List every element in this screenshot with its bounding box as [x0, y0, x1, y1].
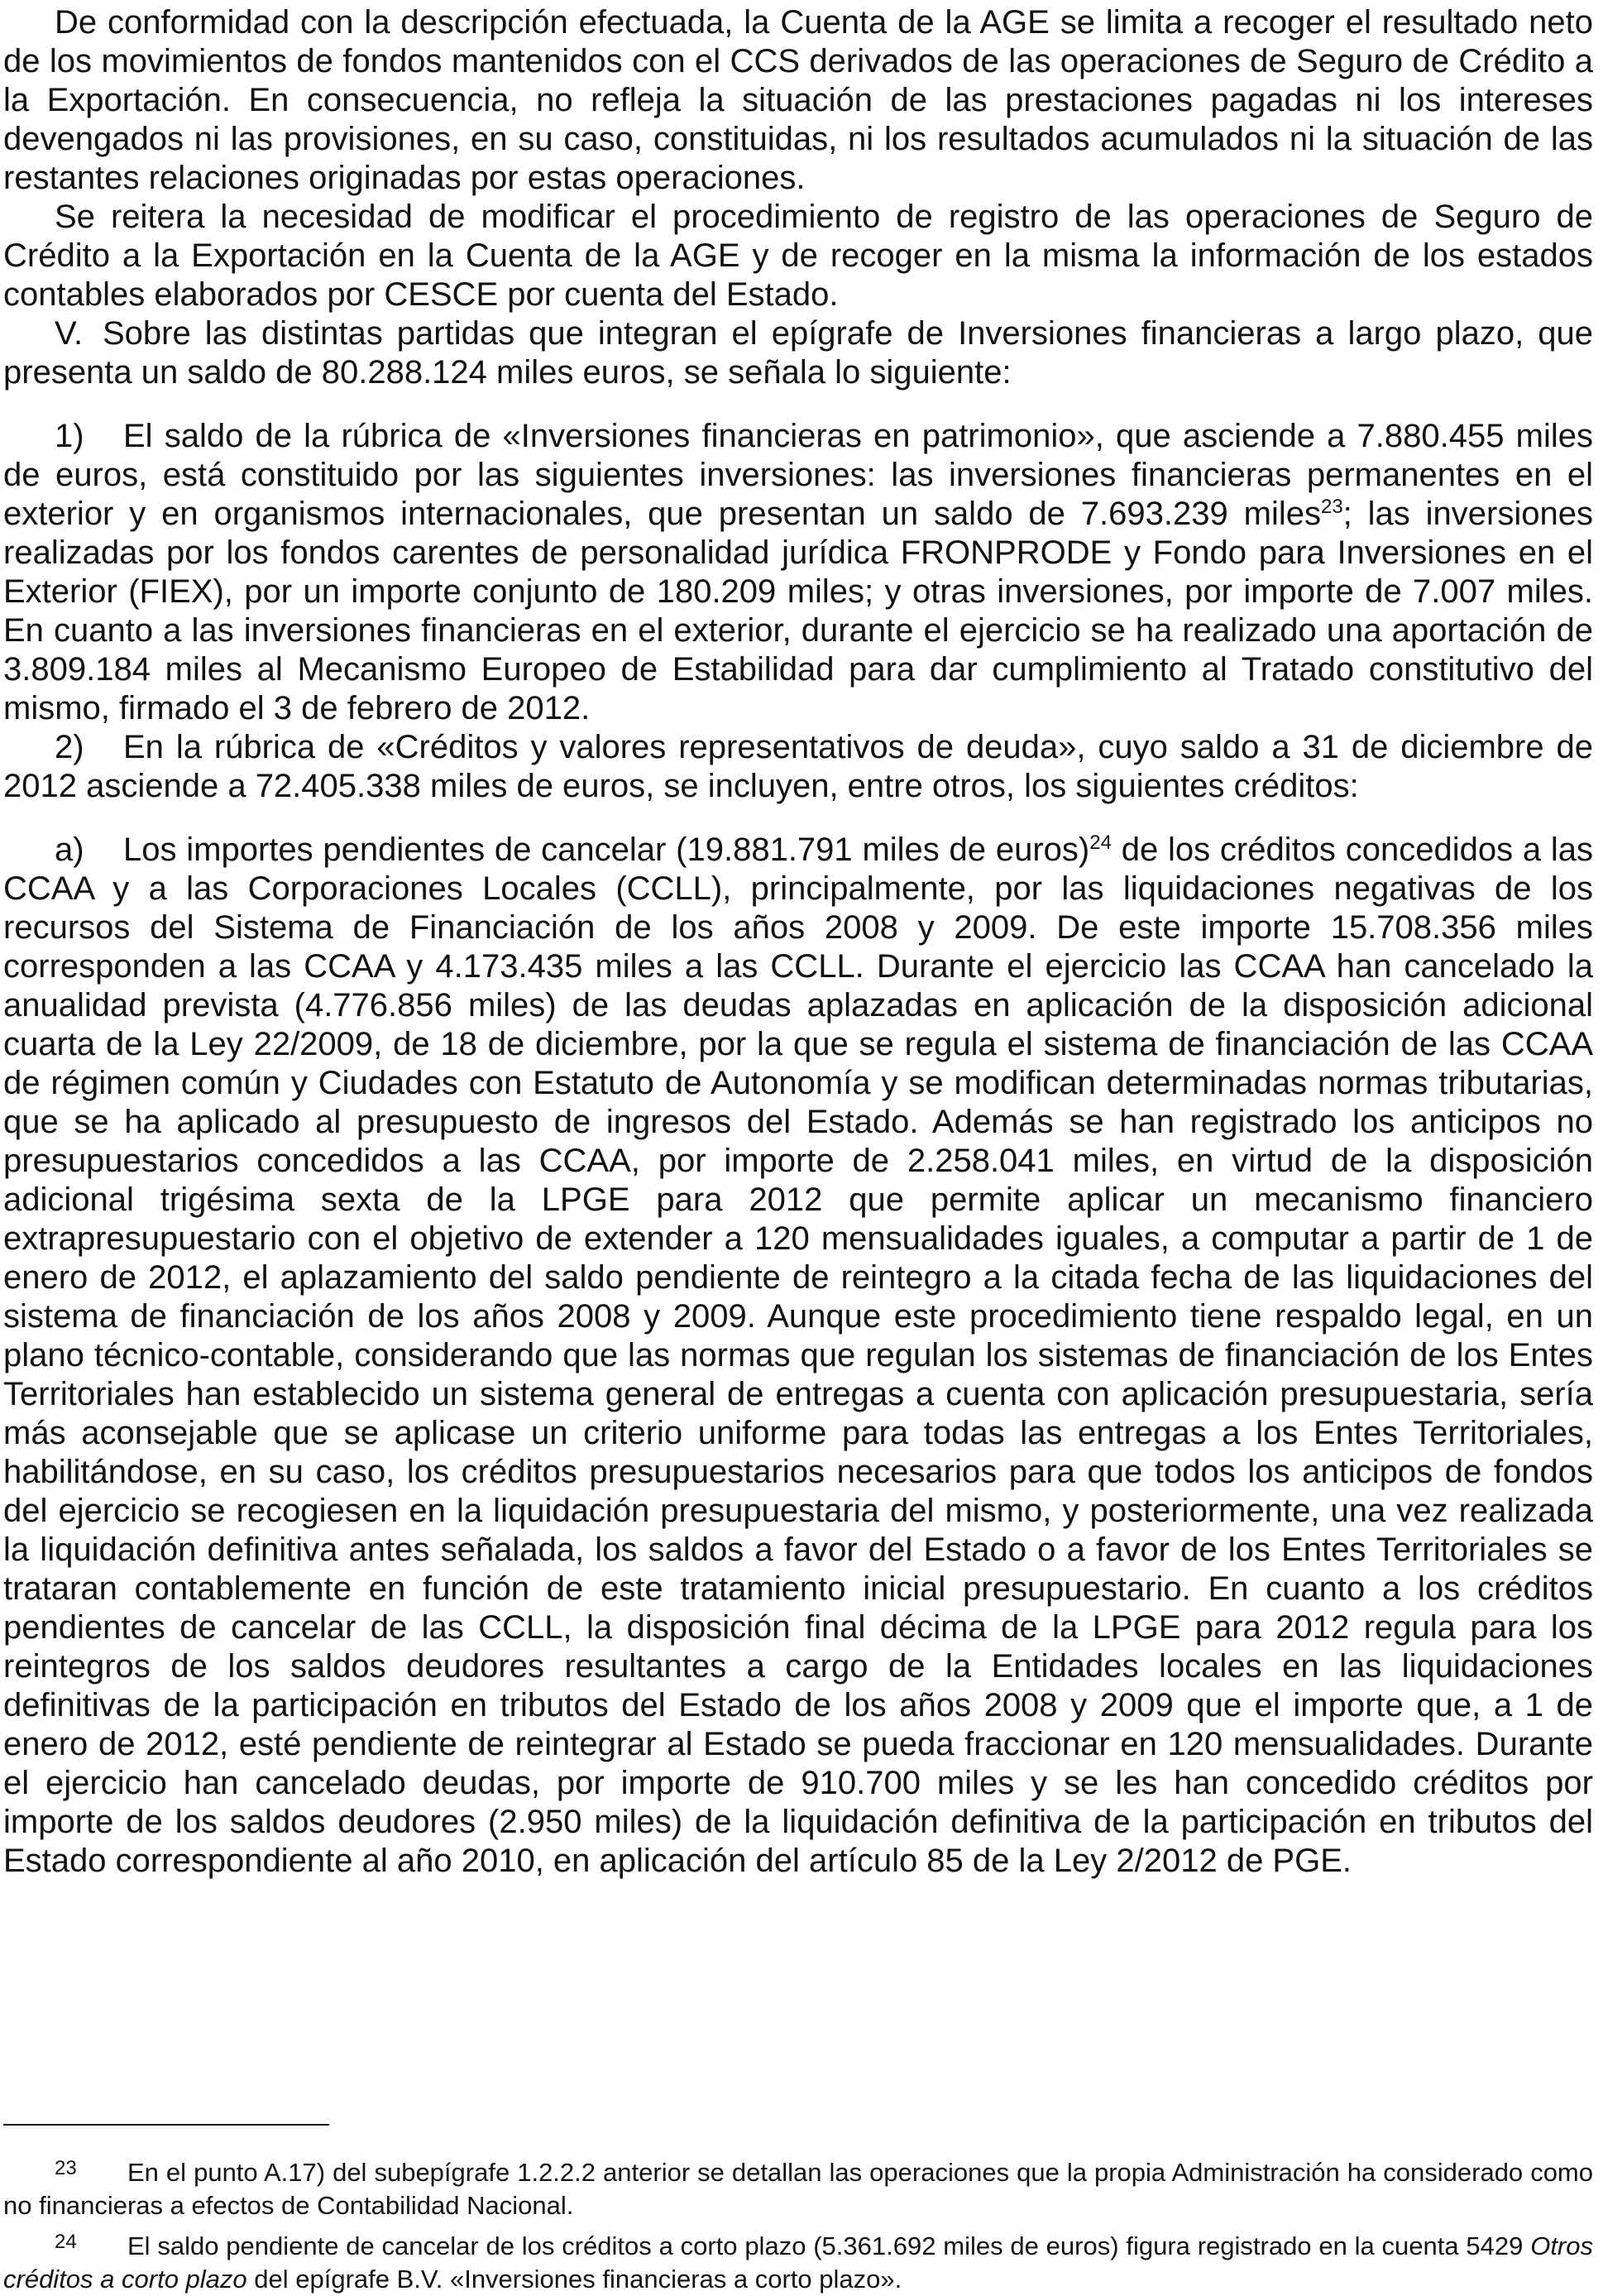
footnote-23	[3, 2152, 1593, 2222]
section-number: V.	[55, 315, 84, 352]
paragraph-2	[3, 198, 1593, 314]
paragraph-text: En la rúbrica de «Créditos y valores representativos de deuda», cuyo saldo a 31 de diciembre de 2012 asciende a 72.405.338 miles de euros, se incluyen, entre otros, los siguientes créditos:	[3, 729, 1593, 804]
footnote-ref-24[interactable]: 24	[1089, 832, 1112, 854]
paragraph-text: Sobre las distintas partidas que integran el epígrafe de Inversiones financieras a largo plazo, que presenta un saldo de 80.288.124 miles euros, se señala lo siguiente:	[3, 315, 1593, 391]
footnote-ref-23[interactable]: 23	[1320, 496, 1343, 518]
footnote-number: 24	[55, 2231, 77, 2253]
paragraph-5-item-2	[3, 728, 1593, 806]
footnote-divider	[3, 2124, 329, 2126]
body-text	[3, 3, 1593, 1881]
footnote-text: En el punto A.17) del subepígrafe 1.2.2.2 anterior se detallan las operaciones que la propia Administración ha considerado como no financieras a efectos de Contabilidad Nacional.	[3, 2158, 1593, 2220]
footnote-text-cont: del epígrafe B.V. «Inversiones financieras a corto plazo».	[246, 2265, 902, 2294]
paragraph-4-item-1	[3, 417, 1593, 728]
item-number: 1)	[55, 418, 84, 454]
footnote-account-name: Otros créditos a corto plazo	[3, 2231, 1593, 2294]
paragraph-text: El saldo de la rúbrica de «Inversiones financieras en patrimonio», que asciende a 7.880.455 miles de euros, está constituido por las siguientes inversiones: las inversiones financieras permanentes en el exterior y en organismos internacionales, que presentan un saldo de 7.693.239 miles	[3, 418, 1593, 532]
paragraph-6-item-a	[3, 831, 1593, 1881]
footnote-text: El saldo pendiente de cancelar de los créditos a corto plazo (5.361.692 miles de euros) figura registrado en la cuenta 5429	[127, 2231, 1531, 2260]
footnotes	[3, 2124, 1593, 2296]
paragraph-text-cont: ; las inversiones realizadas por los fondos carentes de personalidad jurídica FRONPRODE y Fondo para Inversiones en el Exterior (FIEX), por un importe conjunto de 180.209 miles; y otras inversiones, por importe de 7.007 miles. En cuanto a las inversiones financieras en el exterior, durante el ejercicio se ha realizado una aportación de 3.809.184 miles al Mecanismo Europeo de Estabilidad para dar cumplimiento al Tratado constitutivo del mismo, firmado el 3 de febrero de 2012.	[3, 496, 1593, 726]
item-number: 2)	[55, 729, 84, 765]
footnote-24	[3, 2226, 1593, 2296]
paragraph-text-cont: de los créditos concedidos a las CCAA y a las Corporaciones Locales (CCLL), principalmente, por las liquidaciones negativas de los recursos del Sistema de Financiación de los años 2008 y 2009. De este importe 15.708.356 miles corresponden a las CCAA y 4.173.435 miles a las CCLL. Durante el ejercicio las CCAA han cancelado la anualidad prevista (4.776.856 miles) de las deudas aplazadas en aplicación de la disposición adicional cuarta de la Ley 22/2009, de 18 de diciembre, por la que se regula el sistema de financiación de las CCAA de régimen común y Ciudades con Estatuto de Autonomía y se modifican determinadas normas tributarias, que se ha aplicado al presupuesto de ingresos del Estado. Además se han registrado los anticipos no presupuestarios concedidos a las CCAA, por importe de 2.258.041 miles, en virtud de la disposición adicional trigésima sexta de la LPGE para 2012 que permite aplicar un mecanismo financiero extrapresupuestario con el objetivo de extender a 120 mensualidades iguales, a computar a partir de 1 de enero de 2012, el aplazamiento del saldo pendiente de reintegro a la citada fecha de las liquidaciones del sistema de financiación de los años 2008 y 2009. Aunque este procedimiento tiene respaldo legal, en un plano técnico-contable, considerando que las normas que regulan los sistemas de financiación de los Entes Territoriales han establecido un sistema general de entregas a cuenta con aplicación presupuestaria, sería más aconsejable que se aplicase un criterio uniforme para todas las entregas a los Entes Territoriales, habilitándose, en su caso, los créditos presupuestarios necesarios para que todos los anticipos de fondos del ejercicio se recogiesen en la liquidación presupuestaria del mismo, y posteriormente, una vez realizada la liquidación definitiva antes señalada, los saldos a favor del Estado o a favor de los Entes Territoriales se trataran contablemente en función de este tratamiento inicial presupuestario. En cuanto a los créditos pendientes de cancelar de las CCLL, la disposición final décima de la LPGE para 2012 regula para los reintegros de los saldos deudores resultantes a cargo de la Entidades locales en las liquidaciones definitivas de la participación en tributos del Estado de los años 2008 y 2009 que el importe que, a 1 de enero de 2012, esté pendiente de reintegrar al Estado se pueda fraccionar en 120 mensualidades. Durante el ejercicio han cancelado deudas, por importe de 910.700 miles y se les han concedido créditos por importe de los saldos deudores (2.950 miles) de la liquidación definitiva de la participación en tributos del Estado correspondiente al año 2010, en aplicación del artículo 85 de la Ley 2/2012 de PGE.	[3, 832, 1593, 1879]
footnote-number: 23	[55, 2157, 77, 2179]
paragraph-3-section-v	[3, 314, 1593, 392]
paragraph-text: Los importes pendientes de cancelar (19.881.791 miles de euros)	[123, 832, 1090, 868]
item-letter: a)	[55, 832, 84, 868]
paragraph-text: De conformidad con la descripción efectuada, la Cuenta de la AGE se limita a recoger el resultado neto de los movimientos de fondos mantenidos con el CCS derivados de las operaciones de Seguro de Crédito a la Exportación. En consecuencia, no refleja la situación de las prestaciones pagadas ni los intereses devengados ni las provisiones, en su caso, constituidas, ni los resultados acumulados ni la situación de las restantes relaciones originadas por estas operaciones.	[3, 4, 1593, 196]
paragraph-text: Se reitera la necesidad de modificar el procedimiento de registro de las operaciones de Seguro de Crédito a la Exportación en la Cuenta de la AGE y de recoger en la misma la información de los estados contables elaborados por CESCE por cuenta del Estado.	[3, 199, 1593, 313]
paragraph-1	[3, 3, 1593, 198]
